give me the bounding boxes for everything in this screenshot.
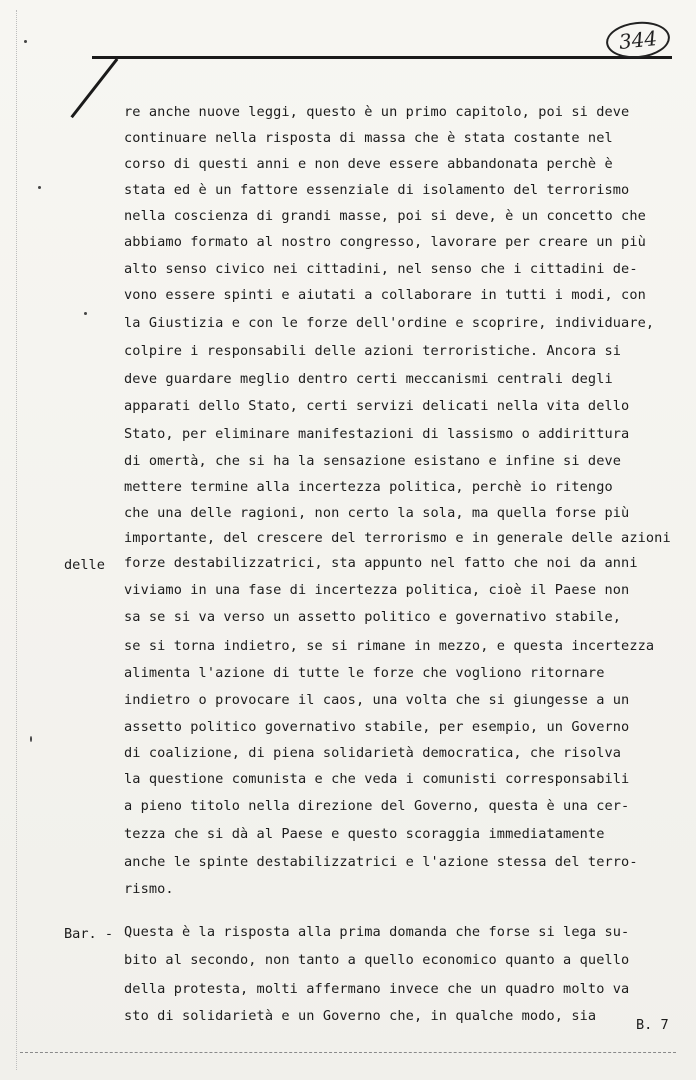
text-line: di omertà, che si ha la sensazione esistano e infine si deve <box>124 453 622 469</box>
continuation-word: delle <box>64 557 105 573</box>
text-line: vono essere spinti e aiutati a collaborare in tutti i modi, con <box>124 287 646 303</box>
text-line: sto di solidarietà e un Governo che, in qualche modo, sia <box>124 1008 597 1024</box>
scan-speck <box>24 40 27 43</box>
text-line: deve guardare meglio dentro certi meccanismi centrali degli <box>124 371 613 387</box>
text-line: alimenta l'azione di tutte le forze che vogliono ritornare <box>124 665 605 681</box>
text-line: rismo. <box>124 881 174 897</box>
footer-rule <box>20 1052 676 1053</box>
text-line: a pieno titolo nella direzione del Governo, questa è una cer- <box>124 798 630 814</box>
header-rule <box>92 56 672 59</box>
text-line: la Giustizia e con le forze dell'ordine e scoprire, individuare, <box>124 315 655 331</box>
text-line: colpire i responsabili delle azioni terroristiche. Ancora si <box>124 343 622 359</box>
text-line: se si torna indietro, se si rimane in mezzo, e questa incertezza <box>124 638 655 654</box>
text-line: bito al secondo, non tanto a quello economico quanto a quello <box>124 952 630 968</box>
text-line: alto senso civico nei cittadini, nel senso che i cittadini de- <box>124 261 638 277</box>
text-line: forze destabilizzatrici, sta appunto nel fatto che noi da anni <box>124 555 638 571</box>
text-line: re anche nuove leggi, questo è un primo capitolo, poi si deve <box>124 104 630 120</box>
text-line: mettere termine alla incertezza politica, perchè io ritengo <box>124 479 613 495</box>
text-line: tezza che si dà al Paese e questo scoraggia immediatamente <box>124 826 605 842</box>
text-line: sa se si va verso un assetto politico e governativo stabile, <box>124 609 622 625</box>
text-line: corso di questi anni e non deve essere abbandonata perchè è <box>124 156 613 172</box>
speaker-label: Bar. - <box>64 926 114 942</box>
scan-speck <box>38 186 41 189</box>
text-line: viviamo in una fase di incertezza politica, cioè il Paese non <box>124 582 630 598</box>
scan-speck <box>84 312 87 315</box>
text-line: della protesta, molti affermano invece che un quadro molto va <box>124 981 630 997</box>
text-line: Questa è la risposta alla prima domanda che forse si lega su- <box>124 924 630 940</box>
footer-code: B. 7 <box>636 1017 669 1033</box>
text-line: che una delle ragioni, non certo la sola, ma quella forse più <box>124 505 630 521</box>
header-rule-diagonal <box>70 58 118 118</box>
margin-line <box>16 10 17 1070</box>
text-line: anche le spinte destabilizzatrici e l'azione stessa del terro- <box>124 854 638 870</box>
text-line: stata ed è un fattore essenziale di isolamento del terrorismo <box>124 182 630 198</box>
page-number: 344 <box>604 19 671 61</box>
text-line: indietro o provocare il caos, una volta che si giungesse a un <box>124 692 630 708</box>
text-line: abbiamo formato al nostro congresso, lavorare per creare un più <box>124 234 646 250</box>
text-line: Stato, per eliminare manifestazioni di lassismo o addirittura <box>124 426 630 442</box>
scan-speck <box>30 736 32 742</box>
text-line: importante, del crescere del terrorismo e in generale delle azioni <box>124 530 671 546</box>
text-line: apparati dello Stato, certi servizi delicati nella vita dello <box>124 398 630 414</box>
text-line: nella coscienza di grandi masse, poi si deve, è un concetto che <box>124 208 646 224</box>
text-line: continuare nella risposta di massa che è stata costante nel <box>124 130 613 146</box>
text-line: la questione comunista e che veda i comunisti corresponsabili <box>124 771 630 787</box>
text-line: assetto politico governativo stabile, per esempio, un Governo <box>124 719 630 735</box>
text-line: di coalizione, di piena solidarietà democratica, che risolva <box>124 745 622 761</box>
